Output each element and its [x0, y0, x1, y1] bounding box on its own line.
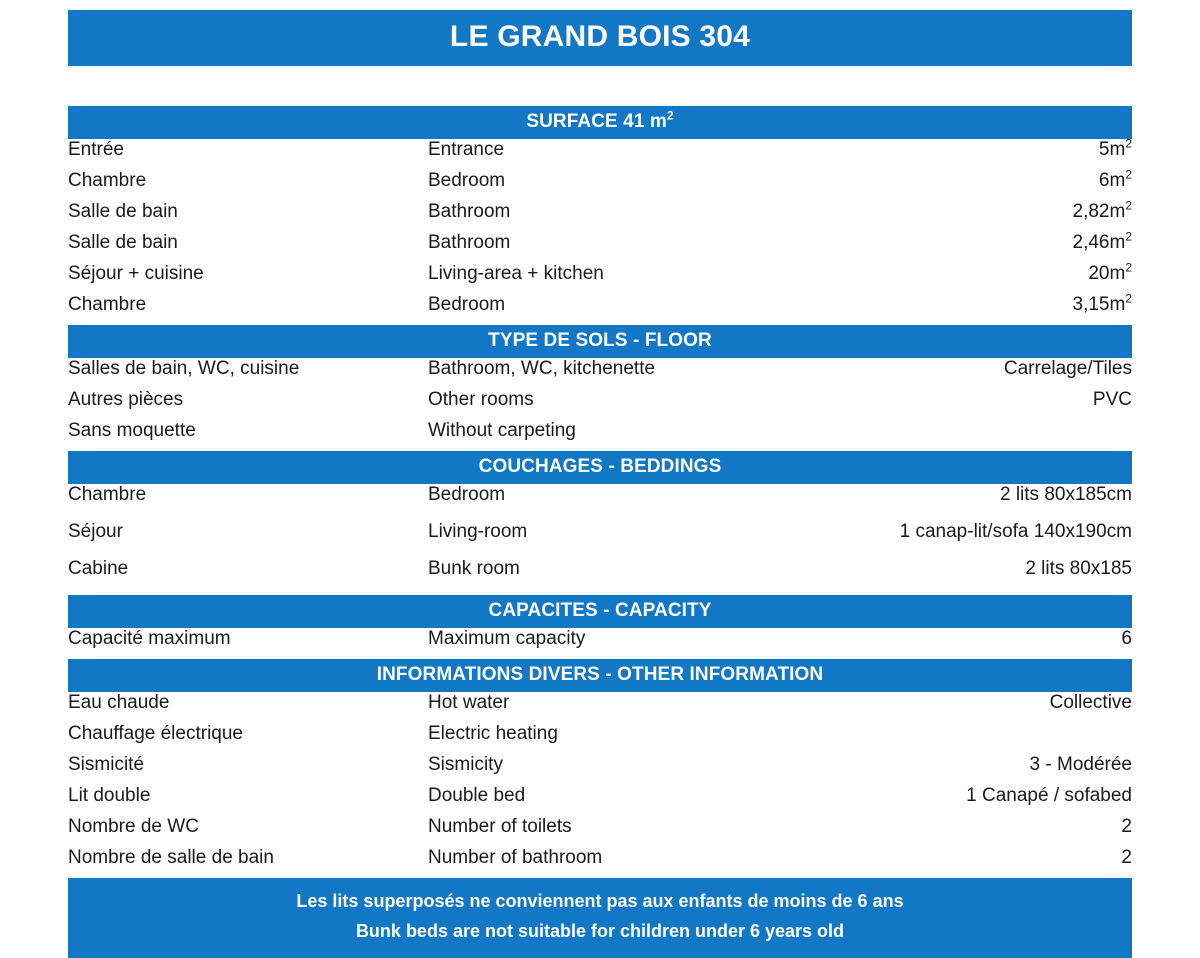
row-value-text: PVC — [1092, 389, 1132, 410]
table-row — [68, 754, 1132, 785]
table-row — [68, 139, 1132, 170]
row-value-text: 3,15m — [1072, 294, 1126, 315]
row-value — [883, 358, 1132, 389]
row-label-en: Number of toilets — [428, 816, 572, 837]
row-value-unit-exponent: 2 — [1125, 198, 1132, 213]
row-value — [883, 723, 1132, 754]
section-rows-beddings — [68, 484, 1132, 595]
row-value — [883, 484, 1132, 521]
row-label-fr: Sans moquette — [68, 420, 196, 441]
row-value-text: Carrelage/Tiles — [1003, 358, 1132, 379]
table-row — [68, 785, 1132, 816]
row-label-en: Living-area + kitchen — [428, 263, 604, 284]
section-header-label: CAPACITES - CAPACITY — [488, 600, 712, 621]
row-value — [883, 136, 1132, 170]
row-value-text: 2 — [1121, 816, 1132, 837]
table-row — [68, 847, 1132, 878]
row-label-fr: Salles de bain, WC, cuisine — [68, 358, 300, 379]
row-label-fr: Cabine — [68, 558, 129, 579]
section-header-label: SURFACE 41 m — [526, 111, 667, 132]
row-label-fr: Entrée — [68, 139, 124, 160]
row-label-en: Living-room — [428, 521, 528, 542]
table-row — [68, 521, 1132, 558]
footer-note-en: Bunk beds are not suitable for children under 6 years old — [355, 920, 845, 941]
table-row — [68, 389, 1132, 420]
row-value — [883, 628, 1132, 659]
row-label-en: Bedroom — [428, 170, 506, 191]
row-label-en: Sismicity — [428, 754, 503, 775]
row-label-en: Bathroom, WC, kitchenette — [428, 358, 656, 379]
table-row — [68, 201, 1132, 232]
row-value-text: Collective — [1049, 692, 1132, 713]
row-label-en: Number of bathroom — [428, 847, 603, 868]
row-value-unit-exponent: 2 — [1125, 260, 1132, 275]
row-value — [883, 198, 1132, 232]
row-value — [883, 754, 1132, 785]
row-label-fr: Nombre de WC — [68, 816, 199, 837]
sections-container — [68, 106, 1132, 878]
row-label-fr: Nombre de salle de bain — [68, 847, 274, 868]
row-value-text: 1 canap-lit/sofa 140x190cm — [899, 521, 1132, 542]
row-label-fr: Chambre — [68, 294, 147, 315]
row-label-en: Other rooms — [428, 389, 534, 410]
row-value-text: 2 — [1121, 847, 1132, 868]
row-label-en: Bedroom — [428, 484, 506, 505]
row-value-unit-exponent: 2 — [1125, 136, 1132, 151]
section-header-label: TYPE DE SOLS - FLOOR — [488, 330, 712, 351]
row-label-en: Double bed — [428, 785, 526, 806]
row-label-fr: Eau chaude — [68, 692, 170, 713]
row-value — [883, 521, 1132, 558]
row-value-text: 2 lits 80x185 — [1025, 558, 1132, 579]
table-row — [68, 484, 1132, 521]
row-label-en: Hot water — [428, 692, 510, 713]
table-row — [68, 816, 1132, 847]
row-value — [883, 167, 1132, 201]
row-label-fr: Salle de bain — [68, 232, 178, 253]
table-row — [68, 628, 1132, 659]
row-value-text: 2 lits 80x185cm — [999, 484, 1132, 505]
section-header-label: COUCHAGES - BEDDINGS — [478, 456, 722, 477]
row-value-text: 6m — [1098, 170, 1126, 191]
page-title: LE GRAND BOIS 304 — [68, 10, 1132, 66]
row-value — [883, 558, 1132, 595]
row-label-fr: Séjour — [68, 521, 123, 542]
row-label-en: Bathroom — [428, 201, 511, 222]
row-label-fr: Autres pièces — [68, 389, 184, 410]
table-row — [68, 558, 1132, 595]
row-value-unit-exponent: 2 — [1125, 291, 1132, 306]
section-header-label: INFORMATIONS DIVERS - OTHER INFORMATION — [376, 664, 824, 685]
section-header-capacity — [68, 595, 1132, 628]
section-rows-surface — [68, 136, 1132, 325]
row-value-text: 3 - Modérée — [1029, 754, 1132, 775]
row-value-unit-exponent: 2 — [1125, 229, 1132, 244]
table-row — [68, 263, 1132, 294]
row-value — [883, 847, 1132, 878]
table-row — [68, 692, 1132, 723]
row-value — [883, 389, 1132, 420]
row-value-unit-exponent: 2 — [1125, 167, 1132, 182]
row-label-fr: Sismicité — [68, 754, 145, 775]
row-label-fr: Chambre — [68, 170, 147, 191]
section-header-surface — [68, 106, 1132, 139]
section-rows-other-information — [68, 692, 1132, 878]
row-label-fr: Chauffage électrique — [68, 723, 243, 744]
row-label-en: Maximum capacity — [428, 628, 586, 649]
row-value-text: 5m — [1098, 139, 1126, 160]
table-row — [68, 294, 1132, 325]
table-row — [68, 420, 1132, 451]
row-value-text: 20m — [1088, 263, 1126, 284]
row-label-en: Electric heating — [428, 723, 558, 744]
row-label-fr: Séjour + cuisine — [68, 263, 204, 284]
row-value — [883, 785, 1132, 816]
table-row — [68, 170, 1132, 201]
table-row — [68, 723, 1132, 754]
section-rows-floor — [68, 358, 1132, 451]
row-value — [883, 692, 1132, 723]
row-label-en: Without carpeting — [428, 420, 576, 441]
row-value-text: 2,82m — [1072, 201, 1126, 222]
row-label-fr: Capacité maximum — [68, 628, 231, 649]
row-value — [883, 229, 1132, 263]
section-header-other-information — [68, 659, 1132, 692]
row-value — [883, 260, 1132, 294]
row-value-text: 2,46m — [1072, 232, 1126, 253]
row-value — [883, 291, 1132, 325]
row-value-text: 6 — [1121, 628, 1132, 649]
row-label-en: Entrance — [428, 139, 505, 160]
row-label-en: Bedroom — [428, 294, 506, 315]
table-row — [68, 232, 1132, 263]
row-value-text: 1 Canapé / sofabed — [966, 785, 1132, 806]
section-header-unit-exponent: 2 — [666, 108, 674, 123]
section-rows-capacity — [68, 628, 1132, 659]
row-label-en: Bathroom — [428, 232, 511, 253]
table-row — [68, 358, 1132, 389]
footer-note — [68, 878, 1132, 958]
row-label-fr: Chambre — [68, 484, 147, 505]
row-value — [883, 420, 1132, 451]
footer-note-fr: Les lits superposés ne conviennent pas aux enfants de moins de 6 ans — [296, 891, 904, 911]
section-header-beddings — [68, 451, 1132, 484]
row-label-fr: Lit double — [68, 785, 151, 806]
row-label-en: Bunk room — [428, 558, 520, 579]
row-label-fr: Salle de bain — [68, 201, 178, 222]
section-header-floor — [68, 325, 1132, 358]
row-value — [883, 816, 1132, 847]
